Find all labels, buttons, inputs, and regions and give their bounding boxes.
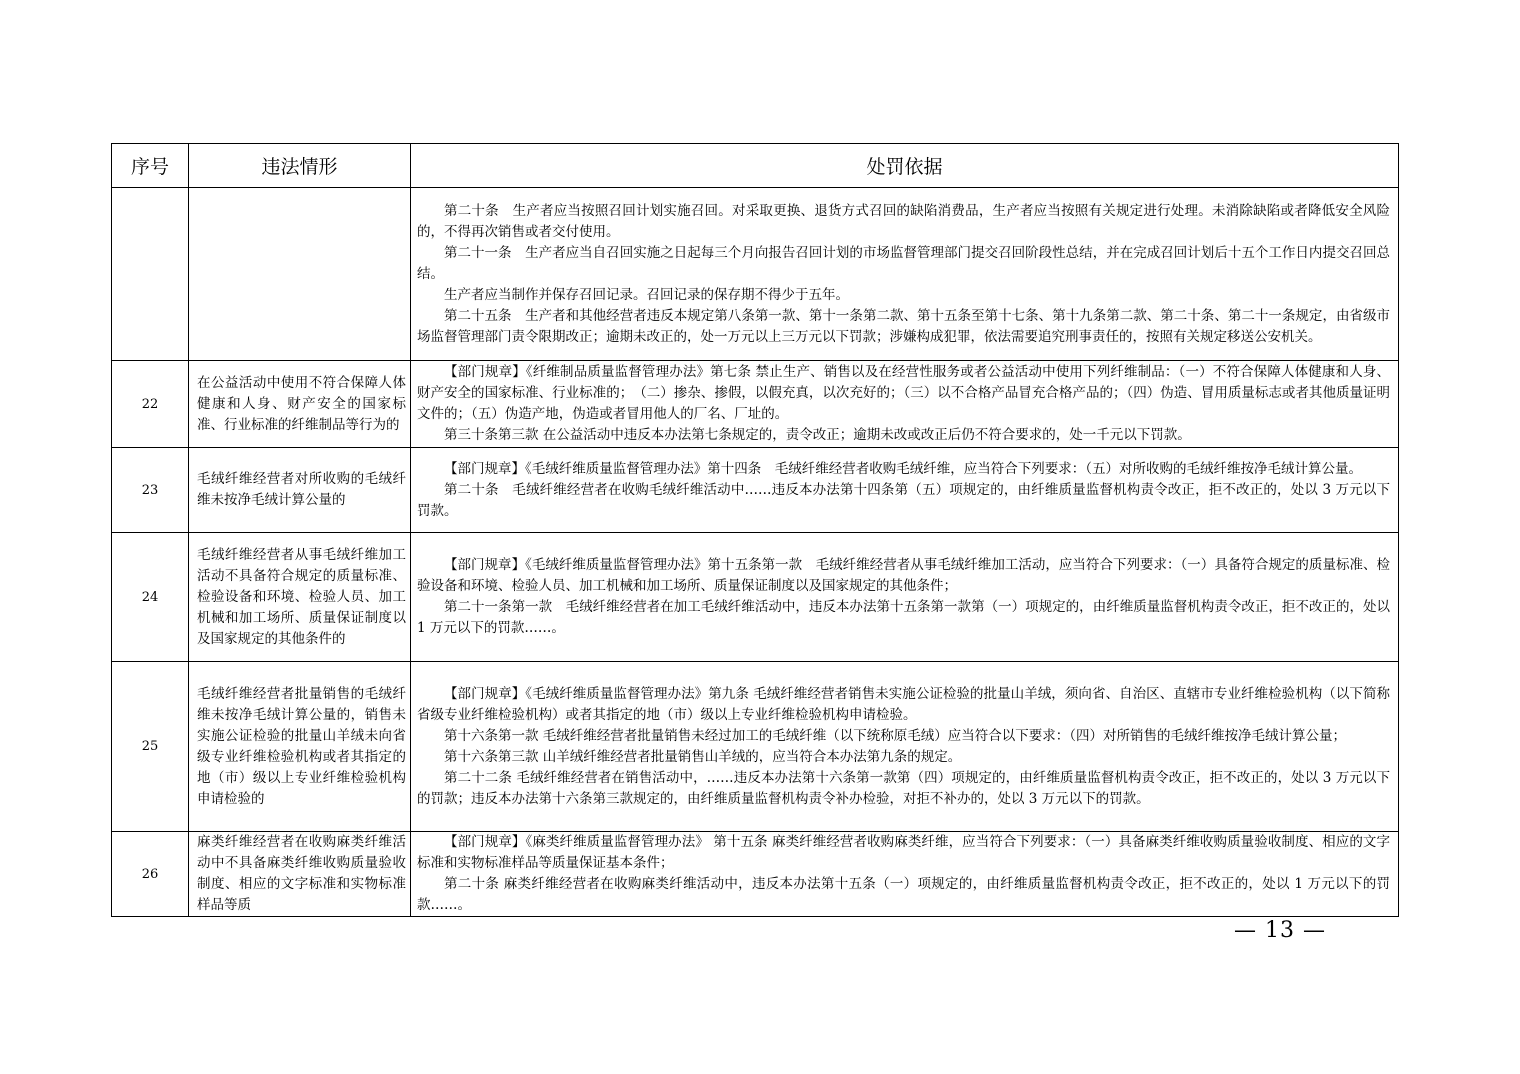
basis-paragraph: 【部门规章】《毛绒纤维质量监督管理办法》第九条 毛绒纤维经营者销售未实施公证检验的批量山羊绒，须向省、自治区、直辖市专业纤维检验机构（以下简称省级专业纤维检验机构）或者其指定的地（市）级以上专业纤维检验机构申请检验。 xyxy=(417,685,1390,723)
row-penalty-basis xyxy=(411,361,1399,448)
basis-paragraph: 第二十条 生产者应当按照召回计划实施召回。对采取更换、退货方式召回的缺陷消费品，生产者应当按照有关规定进行处理。未消除缺陷或者降低安全风险的，不得再次销售或者交付使用。 xyxy=(417,202,1390,240)
basis-paragraph: 【部门规章】《毛绒纤维质量监督管理办法》第十五条第一款 毛绒纤维经营者从事毛绒纤维加工活动，应当符合下列要求：（一）具备符合规定的质量标准、检验设备和环境、检验人员、加工机械和加工场所、质量保证制度以及国家规定的其他条件； xyxy=(417,557,1390,594)
row-seq: 23 xyxy=(112,448,189,533)
row-penalty-basis xyxy=(411,533,1399,662)
row-violation: 在公益活动中使用不符合保障人体健康和人身、财产安全的国家标准、行业标准的纤维制品等行为的 xyxy=(189,361,411,448)
basis-paragraph: 生产者应当制作并保存召回记录。召回记录的保存期不得少于五年。 xyxy=(444,286,849,303)
row-seq xyxy=(112,188,189,361)
basis-paragraph: 第十六条第三款 山羊绒纤维经营者批量销售山羊绒的，应当符合本办法第九条的规定。 xyxy=(444,748,962,765)
row-seq: 24 xyxy=(112,533,189,662)
basis-paragraph: 【部门规章】《纤维制品质量监督管理办法》第七条 禁止生产、销售以及在经营性服务或者公益活动中使用下列纤维制品：（一）不符合保障人体健康和人身、财产安全的国家标准、行业标准的； （二）掺杂、掺假，以假充真，以次充好的；（三）以不合格产品冒充合格产品的；（四）伪造、冒用质量标志或者其他质量证明文件的；（五）伪造产地，伪造或者冒用他人的厂名、厂址的。 xyxy=(417,364,1390,422)
basis-paragraph: 第二十条 毛绒纤维经营者在收购毛绒纤维活动中……违反本办法第十四条第（五）项规定的，由纤维质量监督机构责令改正，拒不改正的，处以 3 万元以下罚款。 xyxy=(417,481,1390,519)
basis-paragraph: 第二十一条第一款 毛绒纤维经营者在加工毛绒纤维活动中，违反本办法第十五条第一款第（一）项规定的，由纤维质量监督机构责令改正，拒不改正的，处以 1 万元以下的罚款……。 xyxy=(417,599,1390,636)
row-penalty-basis xyxy=(411,832,1399,917)
basis-paragraph: 第二十条 麻类纤维经营者在收购麻类纤维活动中，违反本办法第十五条（一）项规定的，由纤维质量监督机构责令改正，拒不改正的，处以 1 万元以下的罚款……。 xyxy=(417,876,1390,913)
header-penalty-basis: 处罚依据 xyxy=(411,144,1399,188)
row-violation xyxy=(189,188,411,361)
basis-paragraph: 第二十五条 生产者和其他经营者违反本规定第八条第一款、第十一条第二款、第十五条至第十七条、第十九条第二款、第二十条、第二十一条规定，由省级市场监督管理部门责令限期改正；逾期未改正的，处一万元以上三万元以下罚款；涉嫌构成犯罪，依法需要追究刑事责任的，按照有关规定移送公安机关。 xyxy=(417,307,1390,345)
table-row xyxy=(112,188,1399,361)
row-violation: 麻类纤维经营者在收购麻类纤维活动中不具备麻类纤维收购质量验收制度、相应的文字标准和实物标准样品等质 xyxy=(189,832,411,917)
row-penalty-basis xyxy=(411,662,1399,832)
basis-paragraph: 【部门规章】《麻类纤维质量监督管理办法》 第十五条 麻类纤维经营者收购麻类纤维，应当符合下列要求：（一）具备麻类纤维收购质量验收制度、相应的文字标准和实物标准样品等质量保证基本条件； xyxy=(417,834,1390,871)
table-row xyxy=(112,662,1399,832)
table-row xyxy=(112,361,1399,448)
row-seq: 26 xyxy=(112,832,189,917)
row-penalty-basis xyxy=(411,188,1399,361)
basis-paragraph: 第十六条第一款 毛绒纤维经营者批量销售未经过加工的毛绒纤维（以下统称原毛绒）应当符合以下要求：（四）对所销售的毛绒纤维按净毛绒计算公量； xyxy=(444,727,1347,744)
row-penalty-basis xyxy=(411,448,1399,533)
row-violation: 毛绒纤维经营者从事毛绒纤维加工活动不具备符合规定的质量标准、检验设备和环境、检验人员、加工机械和加工场所、质量保证制度以及国家规定的其他条件的 xyxy=(189,533,411,662)
row-violation: 毛绒纤维经营者批量销售的毛绒纤维未按净毛绒计算公量的，销售未实施公证检验的批量山羊绒未向省级专业纤维检验机构或者其指定的地（市）级以上专业纤维检验机构申请检验的 xyxy=(189,662,411,832)
row-seq: 25 xyxy=(112,662,189,832)
table-row xyxy=(112,533,1399,662)
basis-paragraph: 【部门规章】《毛绒纤维质量监督管理办法》第十四条 毛绒纤维经营者收购毛绒纤维，应当符合下列要求：（五）对所收购的毛绒纤维按净毛绒计算公量。 xyxy=(444,460,1362,477)
table-header-row xyxy=(112,144,1399,188)
table-row xyxy=(112,448,1399,533)
header-violation: 违法情形 xyxy=(189,144,411,188)
basis-paragraph: 第三十条第三款 在公益活动中违反本办法第七条规定的，责令改正；逾期未改或改正后仍不符合要求的，处一千元以下罚款。 xyxy=(444,427,1191,443)
table-row xyxy=(112,832,1399,917)
basis-paragraph: 第二十一条 生产者应当自召回实施之日起每三个月向报告召回计划的市场监督管理部门提交召回阶段性总结，并在完成召回计划后十五个工作日内提交召回总结。 xyxy=(417,244,1390,282)
header-seq: 序号 xyxy=(112,144,189,188)
row-seq: 22 xyxy=(112,361,189,448)
row-violation: 毛绒纤维经营者对所收购的毛绒纤维未按净毛绒计算公量的 xyxy=(189,448,411,533)
page-number: — 13 — xyxy=(1234,918,1326,943)
penalty-table xyxy=(111,143,1399,917)
basis-paragraph: 第二十二条 毛绒纤维经营者在销售活动中，……违反本办法第十六条第一款第（四）项规定的，由纤维质量监督机构责令改正，拒不改正的，处以 3 万元以下的罚款；违反本办法第十六条第三款规定的，由纤维质量监督机构责令补办检验，对拒不补办的，处以 3 万元以下的罚款。 xyxy=(417,769,1390,807)
